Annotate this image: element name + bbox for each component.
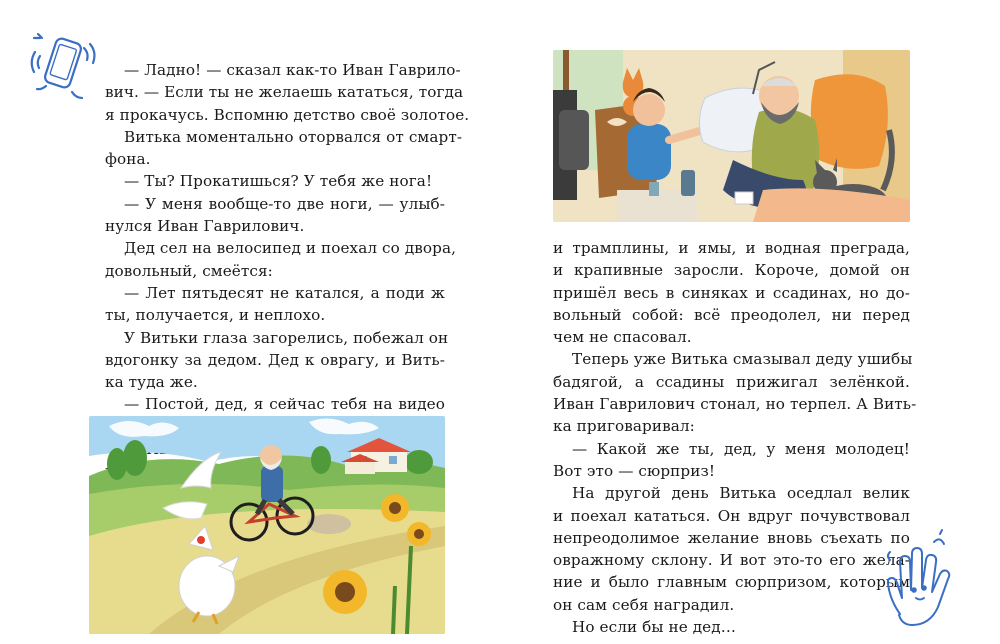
right-text-column xyxy=(553,237,917,638)
text-line: — Ладно! — сказал как-то Иван Гаврило- xyxy=(124,61,461,79)
text-line: нулся Иван Гаврилович. xyxy=(105,217,305,236)
text-line: Вот это — сюрприз! xyxy=(553,461,716,480)
text-line: Витька моментально оторвался от смарт- xyxy=(124,127,463,146)
text-line: и поехал кататься. Он вдруг почувствовал xyxy=(553,506,910,525)
text-line: и трамплины, и ямы, и водная преграда, xyxy=(553,239,910,257)
right-page xyxy=(500,0,1000,644)
text-line: вольный собой: всё преодолел, ни перед xyxy=(553,305,910,324)
text-line: фона. xyxy=(105,150,151,169)
text-line: — Ты? Прокатишься? У тебя же нога! xyxy=(124,172,433,191)
text-line: На другой день Витька оседлал велик xyxy=(572,484,910,503)
boy-treating-grandpa-illustration xyxy=(553,50,910,222)
text-line: ка туда же. xyxy=(105,373,198,392)
text-line: он сам себя наградил. xyxy=(553,595,735,614)
grandpa-on-bicycle-illustration xyxy=(89,416,445,634)
text-line: ка приговаривал: xyxy=(553,417,695,436)
text-line: чем не спасовал. xyxy=(553,328,692,347)
text-line: — У меня вообще-то две ноги, — улыб- xyxy=(124,194,445,213)
text-line: вич. — Если ты не желаешь кататься, тогда xyxy=(105,83,464,102)
text-line: — Какой же ты, дед, у меня молодец! xyxy=(572,439,910,458)
text-line: пришёл весь в синяках и ссадинах, но до- xyxy=(553,283,910,302)
text-line: бадягой, а ссадины прижигал зелёнкой. xyxy=(553,372,910,391)
text-line: непреодолимое желание вновь съехать по xyxy=(553,528,910,547)
text-line: — Лет пятьдесят не катался, а поди ж xyxy=(124,283,445,302)
text-line: ние и было главным сюрпризом, которым xyxy=(553,573,910,592)
text-line: довольный, смеётся: xyxy=(105,261,273,280)
text-line: ты, получается, и неплохо. xyxy=(105,306,326,325)
smartphone-doodle-icon xyxy=(26,26,104,106)
text-line: овражному склону. И вот это-то его жела- xyxy=(553,551,910,570)
text-line: я прокачусь. Вспомню детство своё золотое. xyxy=(105,105,470,124)
text-line: — Постой, дед, я сейчас тебя на видео xyxy=(124,395,445,414)
text-line: и крапивные заросли. Короче, домой он xyxy=(553,261,910,280)
text-line: Дед сел на велосипед и поехал со двора, xyxy=(124,239,457,258)
text-line: вдогонку за дедом. Дед к оврагу, и Вить- xyxy=(105,350,445,369)
hand-doodle-icon xyxy=(870,528,970,628)
text-line: Теперь уже Витька смазывал деду ушибы xyxy=(572,350,913,369)
text-line: Иван Гаврилович стонал, но терпел. А Вить- xyxy=(553,395,917,414)
text-line: Но если бы не дед… xyxy=(572,618,736,637)
text-line: У Витьки глаза загорелись, побежал он xyxy=(124,328,449,347)
